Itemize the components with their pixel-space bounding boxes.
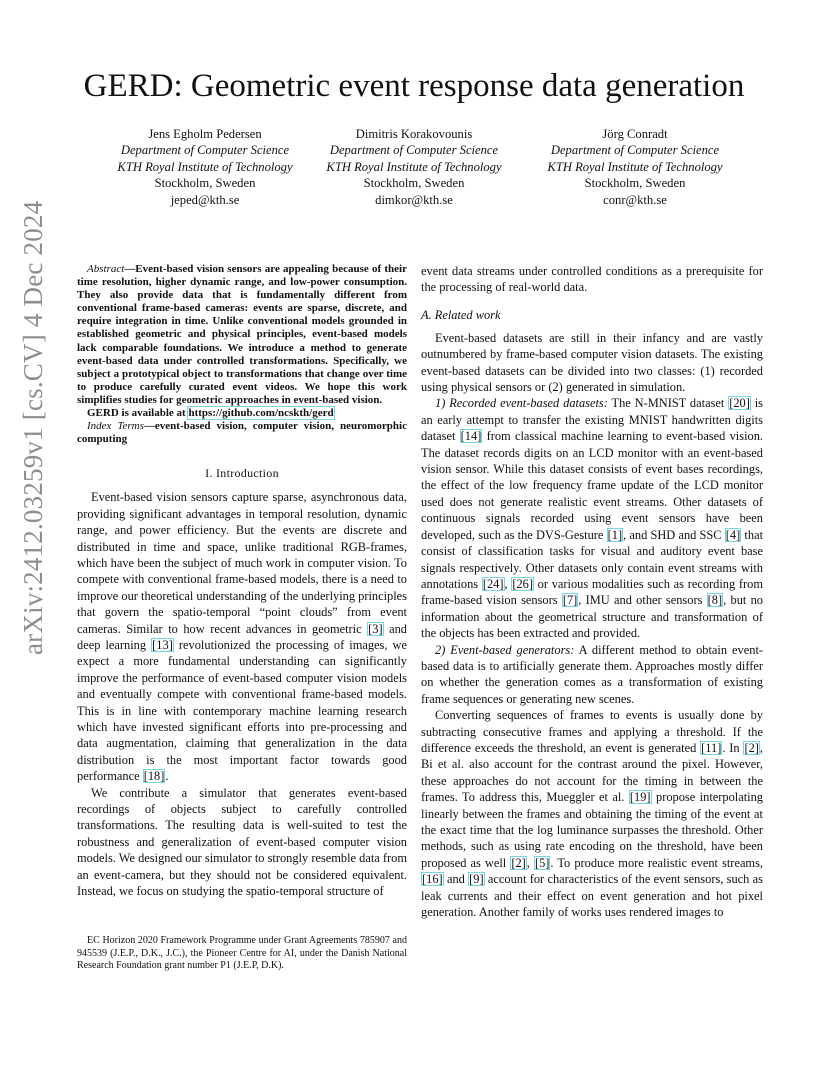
author-department: Department of Computer Science xyxy=(329,143,499,158)
paragraph-heading: 1) Recorded event-based datasets: xyxy=(435,396,608,411)
citation-link[interactable]: [1] xyxy=(607,527,623,542)
author-institution: KTH Royal Institute of Technology xyxy=(547,159,723,174)
abstract xyxy=(77,263,407,446)
author-email: dimkor@kth.se xyxy=(375,192,453,207)
author-department: Department of Computer Science xyxy=(550,143,720,158)
citation-link[interactable]: [24] xyxy=(482,576,504,591)
citation-link[interactable]: [13] xyxy=(152,637,173,652)
author-institution: KTH Royal Institute of Technology xyxy=(326,159,502,174)
funding-footnote: EC Horizon 2020 Framework Programme under Grant Agreements 785907 and 945539 (J.E.P., D.K., J.C.), the Pioneer Centre for AI, under the Danish National Research Foundation grant number P1 (J.E.P, D.K). xyxy=(77,935,407,972)
author-department: Department of Computer Science xyxy=(120,143,290,158)
author-institution: KTH Royal Institute of Technology xyxy=(117,159,293,174)
event-generators-paragraph: 2) Event-based generators: A different method to obtain event-based data is to artificially generate them. Approaches mostly differ on whether the generation comes as a transformation of existing frame sequences or generating new scenes. xyxy=(421,642,764,706)
author-block xyxy=(90,126,320,208)
github-link[interactable]: https://github.com/ncskth/gerd xyxy=(188,407,334,420)
author-location: Stockholm, Sweden xyxy=(154,176,256,191)
intro-paragraph: Event-based vision sensors capture sparse, asynchronous data, providing significant advantages in temporal resolution, dynamic range, and power efficiency. But the events are discrete and distributed in time and space, unlike traditional RGB-frames, which have been the subject of much work in computer vision. To compete with conventional frame-based models, there is a need to improve our theoretical understanding of the underlying principles that govern the spatio-temporal “point clouds” from event cameras. Similar to how recent advances in geometric [3] and deep learning [13] revolutionized the processing of images, we expect a more fundamental understanding can significantly improve the performance of event-based computer vision models and eventually compete with conventional frame-based models. This is in line with contemporary machine learning research which have invested significant efforts into pre-processing and data augmentation, claiming that generalization in the data distribution is the most important factor towards good performance [18]. xyxy=(77,490,408,784)
conversion-paragraph: Converting sequences of frames to events is usually done by subtracting consecutive frames and applying a threshold. If the difference exceeds the threshold, an event is generated [11]. In [2], Bi et al. also account for the contrast around the pixel. However, these approaches do not account for the timing in between the frames. To address this, Mueggler et al. [19] propose interpolating linearly between the frames and obtaining the timing of the event at the exact time that the log luminance surpasses the threshold. Other methods, such as using rate encoding on the threshold, have been proposed as well [2], [5]. To produce more realistic event streams, [16] and [9] account for characteristics of the event sensors, such as leak currents and their effect on event generation and hot pixel generation. Another family of works uses rendered images to xyxy=(421,708,763,920)
citation-link[interactable]: [4] xyxy=(725,527,741,542)
abstract-text: —Event-based vision sensors are appealing because of their time resolution, higher dynamic range, and low-power consumption. They also provide data that is fundamentally different from conventional frame-based cameras: events are sparse, discrete, and require integration in time. Unlike conventional models grounded in established geometric and physical principles, event-based models lack comparable foundations. We introduce a method to generate event-based data under controlled transformations. Specifically, we subject a prototypical object to transformations that change over time to produce carefully curated event videos. We hope this work simplifies studies for geometric approaches in event-based vision. xyxy=(77,263,407,406)
citation-link[interactable]: [5] xyxy=(534,855,550,870)
paper-title: GERD: Geometric event response data generation xyxy=(83,68,745,104)
intro-continuation: event data streams under controlled conditions as a prerequisite for the processing of real-world data. xyxy=(421,264,763,295)
recorded-datasets-paragraph: 1) Recorded event-based datasets: The N-MNIST dataset [20] is an early attempt to transfer the existing MNIST handwritten digits dataset [14] from classical machine learning to event-based vision. The dataset records digits on an LCD monitor with an event-based vision sensor. While this dataset consists of event bases recordings, the effect of the low frequency frame update of the LCD monitor used does not generate realistic event streams. Other datasets of continuous signals recorded using event sensors have been developed, such as the DVS-Gesture [1], and SHD and SSC [4] that consist of classification tasks for visual and auditory event base signals respectively. Other datasets only contain event streams with annotations [24], [26] or various modalities such as recording from frame-based vision sensors [7], IMU and other sensors [8], but no information about the geometrical structure and transformation of the objects has been extracted and provided. xyxy=(421,396,764,641)
author-block xyxy=(520,126,750,208)
citation-link[interactable]: [9] xyxy=(469,872,484,887)
author-email: jeped@kth.se xyxy=(170,192,240,207)
author-email: conr@kth.se xyxy=(603,192,667,207)
citation-link[interactable]: [20] xyxy=(729,396,750,411)
subsection-heading-related-work: A. Related work xyxy=(421,307,501,322)
citation-link[interactable]: [3] xyxy=(368,621,383,636)
author-block xyxy=(299,126,529,208)
section-heading-introduction: I. Introduction xyxy=(205,466,279,481)
paragraph-heading: 2) Event-based generators: xyxy=(435,642,575,657)
citation-link[interactable]: [18] xyxy=(143,769,165,784)
index-terms-text: —event-based vision, computer vision, neuromorphic computing xyxy=(77,420,407,446)
right-column xyxy=(421,263,763,920)
citation-link[interactable]: [2] xyxy=(511,855,526,870)
footnote xyxy=(77,935,407,973)
citation-link[interactable]: [11] xyxy=(701,740,722,755)
arxiv-identifier: arXiv:2412.03259v1 [cs.CV] 4 Dec 2024 xyxy=(18,200,48,655)
left-column xyxy=(77,263,407,899)
citation-link[interactable]: [19] xyxy=(629,790,651,805)
intro-paragraph: We contribute a simulator that generates event-based recordings of objects subject to carefully controlled transformations. The resulting data is well-suited to test the robustness and generalization of event-based computer vision models. We designed our simulator to strongly resemble data from an event-camera, but they should not be considered equivalent. Instead, we focus on studying the spatio-temporal structure of xyxy=(77,785,407,899)
citation-link[interactable]: [7] xyxy=(562,593,578,608)
author-name: Dimitris Korakovounis xyxy=(355,127,473,141)
author-location: Stockholm, Sweden xyxy=(584,176,686,191)
citation-link[interactable]: [26] xyxy=(512,576,533,591)
author-name: Jörg Conradt xyxy=(602,127,668,141)
related-work-paragraph: Event-based datasets are still in their infancy and are vastly outnumbered by frame-based computer vision datasets. The existing event-based datasets can be divided into two classes: (1) recorded using physical sensors or (2) generated in simulation. xyxy=(421,330,763,395)
author-name: Jens Egholm Pedersen xyxy=(148,127,262,141)
code-availability-text: GERD is available at xyxy=(87,407,189,420)
citation-link[interactable]: [14] xyxy=(460,429,482,444)
author-location: Stockholm, Sweden xyxy=(363,176,465,191)
abstract-label: Abstract xyxy=(87,263,125,275)
index-terms-label: Index Terms xyxy=(87,420,144,433)
citation-link[interactable]: [8] xyxy=(707,593,723,608)
citation-link[interactable]: [2] xyxy=(744,740,759,755)
citation-link[interactable]: [16] xyxy=(422,872,443,887)
